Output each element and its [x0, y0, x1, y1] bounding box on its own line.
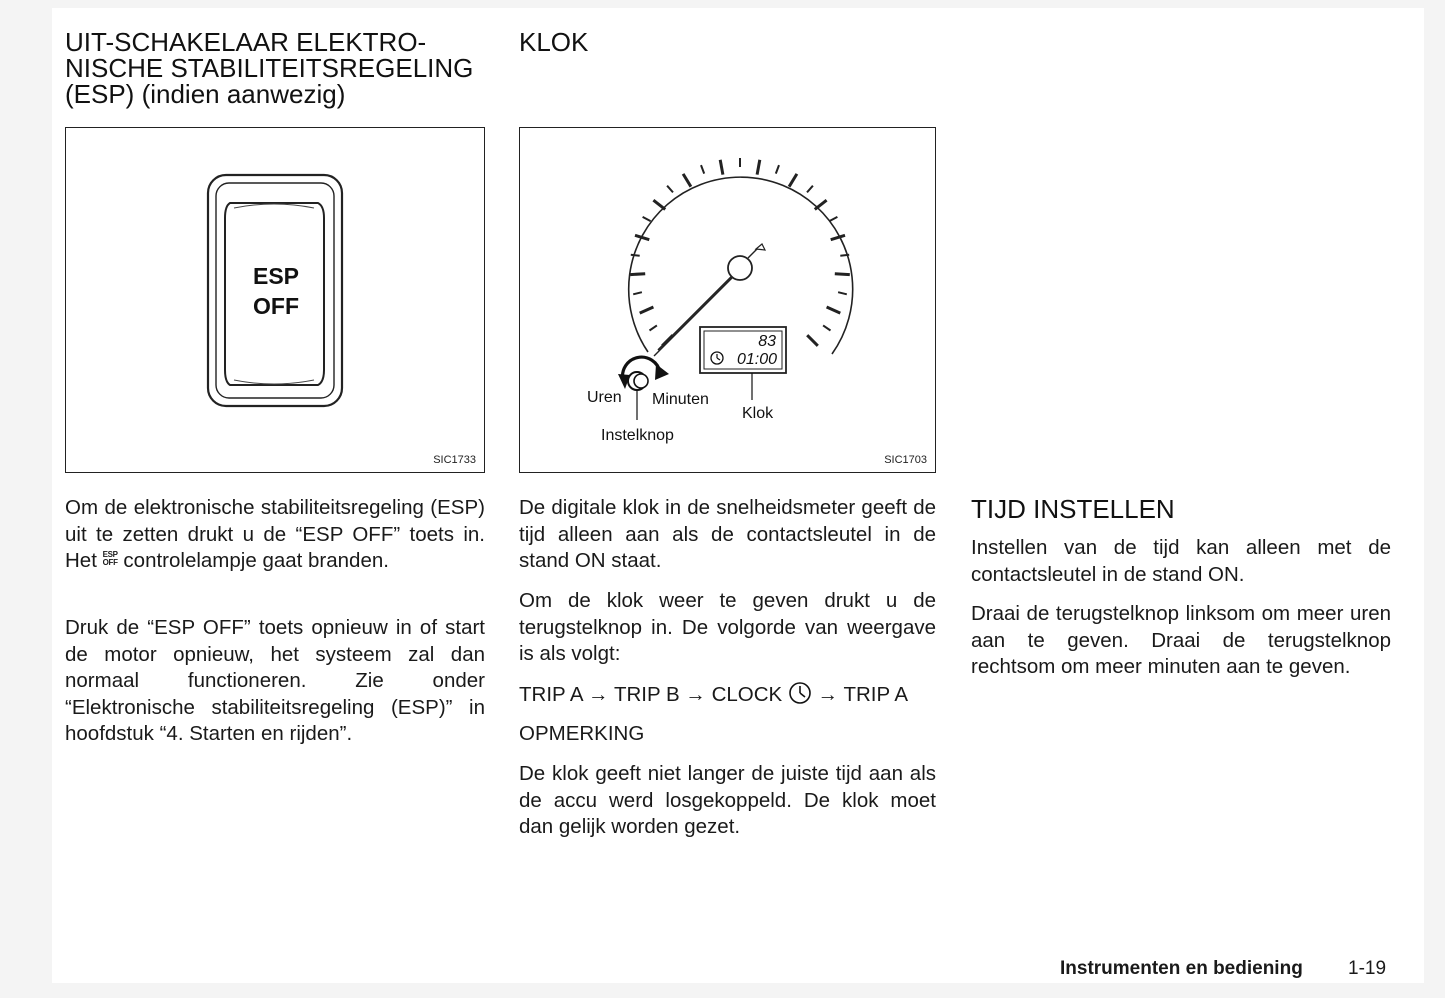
- gauge-tick: [829, 217, 837, 221]
- gauge-tick: [835, 274, 850, 275]
- note-title: OPMERKING: [519, 722, 645, 745]
- gauge-tick: [831, 235, 845, 239]
- figure-code-sic1733: SIC1733: [433, 454, 476, 466]
- display-time-value: 01:00: [736, 351, 777, 368]
- gauge-tick: [815, 200, 827, 209]
- sequence-clock: CLOCK: [711, 683, 783, 706]
- gauge-tick: [683, 174, 691, 187]
- gauge-tick: [640, 307, 654, 313]
- clock-figure: [519, 127, 936, 473]
- left-heading-line-1: UIT-SCHAKELAAR ELEKTRO-: [65, 27, 427, 57]
- gauge-tick: [701, 165, 704, 174]
- gauge-tick: [807, 335, 818, 346]
- gauge-tick: [823, 325, 830, 330]
- esp-switch-label-off: OFF: [253, 293, 299, 319]
- sequence-trip-b: TRIP B: [613, 683, 680, 706]
- right-paragraph-1: Instellen van de tijd kan alleen met de contactsleutel in de stand ON.: [971, 536, 1391, 586]
- gauge-tick: [643, 217, 651, 221]
- gauge-tick: [789, 174, 797, 187]
- right-paragraph-2: Draai de terugstelknop linksom om meer uren aan te geven. Draai de terugstelknop rechtsom om meer minuten aan te geven.: [971, 602, 1391, 678]
- gauge-tick: [720, 160, 723, 175]
- left-paragraph-1-text-b: controlelampje gaat branden.: [123, 549, 389, 572]
- gauge-tick: [776, 165, 779, 174]
- left-paragraph-1: [65, 495, 485, 575]
- display-odometer-value: 83: [758, 333, 776, 350]
- sequence-trip-a: TRIP A: [519, 683, 583, 706]
- klok-heading: KLOK: [519, 27, 589, 57]
- sequence-trip-a-end: TRIP A: [843, 683, 909, 706]
- left-paragraph-1-text-a: Om de elektronische stabiliteitsregeling (ESP) uit te zetten drukt u de “ESP OFF” toets in. Het: [65, 496, 485, 572]
- esp-switch-figure: [65, 127, 485, 473]
- gauge-tick: [667, 186, 673, 193]
- gauge-tick: [630, 274, 645, 275]
- gauge-tick: [757, 160, 760, 175]
- label-klok: Klok: [742, 405, 774, 422]
- gauge-tick: [827, 307, 841, 313]
- left-heading-line-3: (ESP) (indien aanwezig): [65, 79, 346, 109]
- gauge-tick: [838, 292, 847, 294]
- note-paragraph: De klok geeft niet langer de juiste tijd aan als de accu werd losgekoppeld. De klok moet dan gelijk worden gezet.: [519, 762, 936, 838]
- gauge-tick: [653, 200, 665, 209]
- gauge-hub: [728, 256, 752, 280]
- footer-section-title: Instrumenten en bediening: [1060, 958, 1303, 979]
- sequence-arrow-2: →: [685, 683, 706, 706]
- esp-switch-label-esp: ESP: [252, 263, 300, 289]
- gauge-tick: [807, 186, 813, 193]
- speedometer-illustration: [520, 128, 935, 472]
- label-uren: Uren: [587, 389, 622, 406]
- left-heading: [65, 29, 495, 107]
- sequence-arrow-1: →: [588, 683, 609, 706]
- left-paragraph-2: Druk de “ESP OFF” toets opnieuw in of start de motor opnieuw, het systeem zal dan normaal functioneren. Zie onder “Elektronische stabiliteitsregeling (ESP)” in hoofdstuk “4. Starten en rijden”.: [65, 616, 485, 745]
- gauge-tick: [650, 325, 657, 330]
- gauge-ticks: [630, 158, 850, 346]
- left-heading-line-2: NISCHE STABILITEITSREGELING: [65, 53, 474, 83]
- middle-paragraph-2: Om de klok weer te geven drukt u de terugstelknop in. De volgorde van weergave is als volgt:: [519, 589, 936, 665]
- footer-page-number: 1-19: [1348, 958, 1387, 979]
- middle-paragraph-1: De digitale klok in de snelheidsmeter geeft de tijd alleen aan als de contactsleutel in de stand ON staat.: [519, 496, 936, 572]
- esp-switch-illustration: [66, 128, 484, 472]
- label-minuten: Minuten: [652, 391, 709, 408]
- gauge-tick: [635, 235, 649, 239]
- esp-indicator-line-1: ESP: [102, 550, 118, 559]
- gauge-tick: [631, 255, 640, 256]
- figure-code-sic1703: SIC1703: [884, 454, 927, 466]
- esp-off-indicator-icon: [103, 551, 118, 567]
- label-instelknop: Instelknop: [601, 427, 674, 444]
- tijd-instellen-heading: TIJD INSTELLEN: [971, 494, 1175, 524]
- sequence-arrow-3: →: [817, 683, 839, 706]
- gauge-tick: [840, 255, 849, 256]
- esp-indicator-line-2: OFF: [102, 558, 118, 567]
- clock-icon: [788, 681, 812, 705]
- display-sequence: [519, 681, 908, 708]
- instelknop-knob-icon: [618, 357, 669, 390]
- gauge-tick: [633, 292, 642, 294]
